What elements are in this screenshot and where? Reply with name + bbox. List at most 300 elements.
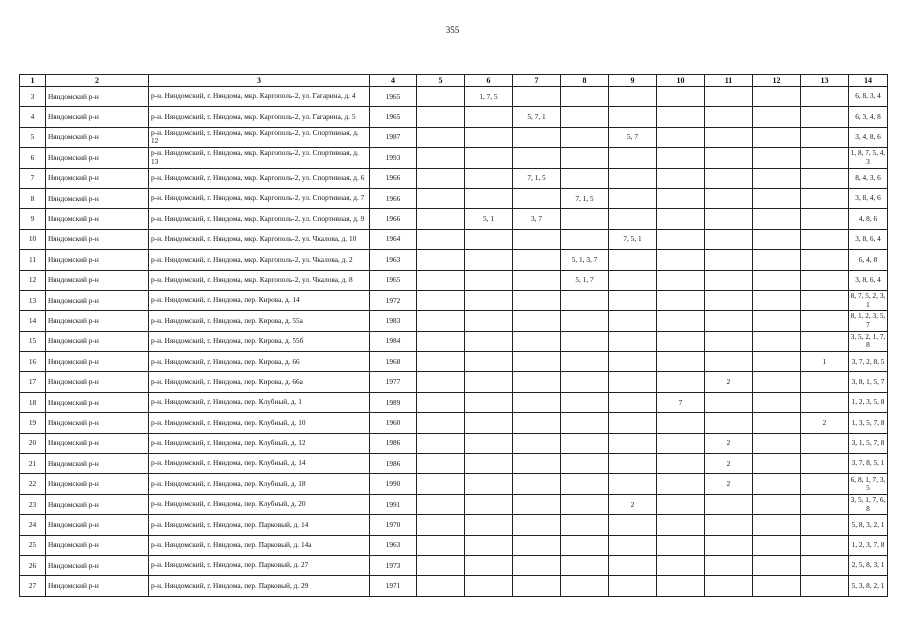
column-13-cell xyxy=(801,87,849,107)
address-cell: р-н. Няндомский, г. Няндома, пер. Кирова, д. 66а xyxy=(149,372,370,392)
column-13-cell xyxy=(801,270,849,290)
table-row xyxy=(20,474,888,494)
column-11-cell: 2 xyxy=(705,433,753,453)
column-12-cell xyxy=(753,352,801,372)
district-cell: Няндомский р-н xyxy=(46,127,149,147)
column-7-cell xyxy=(513,311,561,331)
column-8-cell xyxy=(561,576,609,596)
column-10-cell xyxy=(657,555,705,575)
column-14-cell: 1, 2, 3, 7, 8 xyxy=(849,535,888,555)
address-cell: р-н. Няндомский, г. Няндома, пер. Клубный, д. 10 xyxy=(149,413,370,433)
column-6-cell xyxy=(465,188,513,208)
column-header-1: 1 xyxy=(20,75,46,87)
column-8-cell: 7, 1, 5 xyxy=(561,188,609,208)
district-cell: Няндомский р-н xyxy=(46,229,149,249)
column-14-cell: 2, 5, 8, 3, 1 xyxy=(849,555,888,575)
column-5-cell xyxy=(417,311,465,331)
table-row xyxy=(20,494,888,514)
district-cell: Няндомский р-н xyxy=(46,555,149,575)
column-6-cell xyxy=(465,107,513,127)
column-9-cell xyxy=(609,270,657,290)
column-13-cell xyxy=(801,188,849,208)
column-7-cell xyxy=(513,127,561,147)
column-14-cell: 1, 2, 3, 5, 8 xyxy=(849,392,888,412)
column-8-cell xyxy=(561,352,609,372)
column-6-cell: 5, 1 xyxy=(465,209,513,229)
table-row xyxy=(20,229,888,249)
year-cell: 1984 xyxy=(370,331,417,351)
district-cell: Няндомский р-н xyxy=(46,168,149,188)
column-header-5: 5 xyxy=(417,75,465,87)
column-9-cell xyxy=(609,454,657,474)
year-cell: 1966 xyxy=(370,209,417,229)
column-7-cell xyxy=(513,576,561,596)
address-cell: р-н. Няндомский, г. Няндома, мкр. Каргополь-2, ул. Гагарина, д. 5 xyxy=(149,107,370,127)
column-11-cell xyxy=(705,250,753,270)
column-10-cell: 7 xyxy=(657,392,705,412)
column-5-cell xyxy=(417,209,465,229)
column-5-cell xyxy=(417,188,465,208)
column-6-cell xyxy=(465,229,513,249)
column-10-cell xyxy=(657,372,705,392)
column-10-cell xyxy=(657,168,705,188)
column-10-cell xyxy=(657,127,705,147)
year-cell: 1977 xyxy=(370,372,417,392)
column-9-cell xyxy=(609,413,657,433)
table-header xyxy=(20,75,888,87)
address-cell: р-н. Няндомский, г. Няндома, пер. Парковый, д. 27 xyxy=(149,555,370,575)
column-10-cell xyxy=(657,188,705,208)
year-cell: 1966 xyxy=(370,168,417,188)
column-8-cell xyxy=(561,433,609,453)
column-6-cell xyxy=(465,535,513,555)
column-11-cell xyxy=(705,576,753,596)
column-14-cell: 8, 1, 2, 3, 5, 7 xyxy=(849,311,888,331)
column-7-cell xyxy=(513,148,561,168)
column-14-cell: 6, 8, 1, 7, 3, 5 xyxy=(849,474,888,494)
row-number-cell: 5 xyxy=(20,127,46,147)
column-6-cell xyxy=(465,148,513,168)
column-9-cell xyxy=(609,148,657,168)
year-cell: 1983 xyxy=(370,311,417,331)
column-10-cell xyxy=(657,576,705,596)
district-cell: Няндомский р-н xyxy=(46,372,149,392)
column-5-cell xyxy=(417,127,465,147)
column-12-cell xyxy=(753,209,801,229)
column-header-11: 11 xyxy=(705,75,753,87)
column-7-cell xyxy=(513,87,561,107)
address-cell: р-н. Няндомский, г. Няндома, пер. Кирова, д. 66 xyxy=(149,352,370,372)
column-5-cell xyxy=(417,148,465,168)
column-8-cell xyxy=(561,515,609,535)
header-row xyxy=(20,75,888,87)
row-number-cell: 10 xyxy=(20,229,46,249)
row-number-cell: 8 xyxy=(20,188,46,208)
row-number-cell: 21 xyxy=(20,454,46,474)
column-11-cell xyxy=(705,127,753,147)
district-cell: Няндомский р-н xyxy=(46,188,149,208)
column-9-cell: 5, 7 xyxy=(609,127,657,147)
column-12-cell xyxy=(753,392,801,412)
column-header-13: 13 xyxy=(801,75,849,87)
column-13-cell xyxy=(801,290,849,310)
column-11-cell xyxy=(705,392,753,412)
column-5-cell xyxy=(417,555,465,575)
column-header-4: 4 xyxy=(370,75,417,87)
column-7-cell xyxy=(513,188,561,208)
column-6-cell xyxy=(465,454,513,474)
column-7-cell xyxy=(513,250,561,270)
column-6-cell xyxy=(465,352,513,372)
column-13-cell xyxy=(801,454,849,474)
row-number-cell: 6 xyxy=(20,148,46,168)
column-11-cell xyxy=(705,515,753,535)
table-row xyxy=(20,168,888,188)
table-row xyxy=(20,209,888,229)
column-5-cell xyxy=(417,474,465,494)
row-number-cell: 23 xyxy=(20,494,46,514)
column-5-cell xyxy=(417,413,465,433)
column-11-cell xyxy=(705,352,753,372)
column-6-cell xyxy=(465,474,513,494)
column-9-cell: 2 xyxy=(609,494,657,514)
column-12-cell xyxy=(753,494,801,514)
column-9-cell xyxy=(609,392,657,412)
year-cell: 1965 xyxy=(370,87,417,107)
row-number-cell: 7 xyxy=(20,168,46,188)
column-5-cell xyxy=(417,290,465,310)
row-number-cell: 18 xyxy=(20,392,46,412)
table-row xyxy=(20,576,888,596)
column-11-cell xyxy=(705,188,753,208)
column-12-cell xyxy=(753,127,801,147)
column-12-cell xyxy=(753,454,801,474)
row-number-cell: 17 xyxy=(20,372,46,392)
column-10-cell xyxy=(657,250,705,270)
table-row xyxy=(20,352,888,372)
column-6-cell xyxy=(465,413,513,433)
year-cell: 1966 xyxy=(370,188,417,208)
column-14-cell: 3, 8, 1, 5, 7 xyxy=(849,372,888,392)
column-12-cell xyxy=(753,555,801,575)
column-14-cell: 3, 5, 2, 1, 7, 8 xyxy=(849,331,888,351)
year-cell: 1960 xyxy=(370,413,417,433)
column-12-cell xyxy=(753,87,801,107)
column-6-cell xyxy=(465,250,513,270)
column-8-cell xyxy=(561,209,609,229)
column-5-cell xyxy=(417,87,465,107)
column-9-cell xyxy=(609,576,657,596)
column-9-cell xyxy=(609,209,657,229)
column-7-cell: 5, 7, 1 xyxy=(513,107,561,127)
year-cell: 1971 xyxy=(370,576,417,596)
column-6-cell: 1, 7, 5 xyxy=(465,87,513,107)
column-6-cell xyxy=(465,515,513,535)
column-header-2: 2 xyxy=(46,75,149,87)
address-cell: р-н. Няндомский, г. Няндома, пер. Клубный, д. 12 xyxy=(149,433,370,453)
table-body xyxy=(20,87,888,597)
column-14-cell: 1, 8, 7, 5, 4, 3 xyxy=(849,148,888,168)
column-13-cell xyxy=(801,209,849,229)
column-11-cell xyxy=(705,290,753,310)
column-13-cell xyxy=(801,392,849,412)
column-13-cell xyxy=(801,535,849,555)
row-number-cell: 26 xyxy=(20,555,46,575)
column-9-cell xyxy=(609,290,657,310)
column-14-cell: 6, 8, 3, 4 xyxy=(849,87,888,107)
column-5-cell xyxy=(417,250,465,270)
column-7-cell xyxy=(513,229,561,249)
year-cell: 1991 xyxy=(370,494,417,514)
column-7-cell xyxy=(513,270,561,290)
column-5-cell xyxy=(417,168,465,188)
column-8-cell xyxy=(561,331,609,351)
address-cell: р-н. Няндомский, г. Няндома, мкр. Каргополь-2, ул. Чкалова, д. 8 xyxy=(149,270,370,290)
column-14-cell: 6, 4, 8 xyxy=(849,250,888,270)
column-9-cell xyxy=(609,311,657,331)
table-row xyxy=(20,270,888,290)
column-10-cell xyxy=(657,535,705,555)
column-9-cell: 7, 5, 1 xyxy=(609,229,657,249)
column-7-cell xyxy=(513,555,561,575)
column-13-cell xyxy=(801,250,849,270)
table-row xyxy=(20,107,888,127)
column-13-cell xyxy=(801,494,849,514)
column-8-cell xyxy=(561,535,609,555)
address-cell: р-н. Няндомский, г. Няндома, мкр. Каргополь-2, ул. Спортивная, д. 7 xyxy=(149,188,370,208)
column-12-cell xyxy=(753,168,801,188)
table-row xyxy=(20,148,888,168)
column-11-cell xyxy=(705,209,753,229)
column-7-cell xyxy=(513,494,561,514)
column-8-cell xyxy=(561,107,609,127)
column-8-cell xyxy=(561,392,609,412)
column-5-cell xyxy=(417,229,465,249)
row-number-cell: 13 xyxy=(20,290,46,310)
column-12-cell xyxy=(753,413,801,433)
column-6-cell xyxy=(465,290,513,310)
column-9-cell xyxy=(609,107,657,127)
column-9-cell xyxy=(609,433,657,453)
address-cell: р-н. Няндомский, г. Няндома, мкр. Каргополь-2, ул. Спортивная, д. 12 xyxy=(149,127,370,147)
address-cell: р-н. Няндомский, г. Няндома, пер. Кирова, д. 55б xyxy=(149,331,370,351)
column-8-cell xyxy=(561,555,609,575)
district-cell: Няндомский р-н xyxy=(46,535,149,555)
column-8-cell xyxy=(561,454,609,474)
column-13-cell xyxy=(801,555,849,575)
row-number-cell: 25 xyxy=(20,535,46,555)
table-row xyxy=(20,311,888,331)
column-8-cell xyxy=(561,127,609,147)
column-7-cell xyxy=(513,535,561,555)
column-14-cell: 8, 7, 5, 2, 3, 1 xyxy=(849,290,888,310)
column-8-cell xyxy=(561,311,609,331)
column-6-cell xyxy=(465,372,513,392)
column-5-cell xyxy=(417,352,465,372)
year-cell: 1964 xyxy=(370,229,417,249)
column-13-cell xyxy=(801,148,849,168)
address-cell: р-н. Няндомский, г. Няндома, пер. Клубный, д. 18 xyxy=(149,474,370,494)
column-8-cell xyxy=(561,168,609,188)
column-13-cell xyxy=(801,107,849,127)
column-5-cell xyxy=(417,270,465,290)
column-header-10: 10 xyxy=(657,75,705,87)
address-cell: р-н. Няндомский, г. Няндома, мкр. Каргополь-2, ул. Спортивная, д. 13 xyxy=(149,148,370,168)
column-7-cell xyxy=(513,474,561,494)
row-number-cell: 11 xyxy=(20,250,46,270)
column-14-cell: 5, 3, 8, 2, 1 xyxy=(849,576,888,596)
column-10-cell xyxy=(657,352,705,372)
column-7-cell xyxy=(513,392,561,412)
column-7-cell xyxy=(513,433,561,453)
district-cell: Няндомский р-н xyxy=(46,494,149,514)
row-number-cell: 22 xyxy=(20,474,46,494)
column-14-cell: 3, 4, 8, 6 xyxy=(849,127,888,147)
column-8-cell xyxy=(561,372,609,392)
year-cell: 1970 xyxy=(370,515,417,535)
column-13-cell xyxy=(801,311,849,331)
column-5-cell xyxy=(417,107,465,127)
column-10-cell xyxy=(657,290,705,310)
district-cell: Няндомский р-н xyxy=(46,413,149,433)
column-8-cell xyxy=(561,229,609,249)
column-11-cell xyxy=(705,229,753,249)
column-9-cell xyxy=(609,474,657,494)
column-11-cell xyxy=(705,168,753,188)
column-14-cell: 1, 3, 5, 7, 8 xyxy=(849,413,888,433)
column-12-cell xyxy=(753,515,801,535)
column-13-cell xyxy=(801,474,849,494)
row-number-cell: 3 xyxy=(20,87,46,107)
column-14-cell: 3, 8, 6, 4 xyxy=(849,229,888,249)
column-7-cell xyxy=(513,454,561,474)
column-8-cell: 5, 1, 7 xyxy=(561,270,609,290)
column-7-cell xyxy=(513,372,561,392)
year-cell: 1993 xyxy=(370,148,417,168)
column-5-cell xyxy=(417,576,465,596)
column-7-cell xyxy=(513,413,561,433)
district-cell: Няндомский р-н xyxy=(46,148,149,168)
column-8-cell xyxy=(561,474,609,494)
column-10-cell xyxy=(657,229,705,249)
column-8-cell xyxy=(561,290,609,310)
column-9-cell xyxy=(609,515,657,535)
column-5-cell xyxy=(417,454,465,474)
column-9-cell xyxy=(609,250,657,270)
table-row xyxy=(20,433,888,453)
column-11-cell xyxy=(705,270,753,290)
column-11-cell xyxy=(705,413,753,433)
column-7-cell: 3, 7 xyxy=(513,209,561,229)
column-10-cell xyxy=(657,209,705,229)
district-cell: Няндомский р-н xyxy=(46,331,149,351)
district-cell: Няндомский р-н xyxy=(46,209,149,229)
address-cell: р-н. Няндомский, г. Няндома, мкр. Каргополь-2, ул. Спортивная, д. 9 xyxy=(149,209,370,229)
column-14-cell: 8, 4, 3, 6 xyxy=(849,168,888,188)
column-6-cell xyxy=(465,270,513,290)
column-10-cell xyxy=(657,311,705,331)
column-header-8: 8 xyxy=(561,75,609,87)
table-row xyxy=(20,454,888,474)
year-cell: 1963 xyxy=(370,250,417,270)
column-12-cell xyxy=(753,576,801,596)
table-row xyxy=(20,87,888,107)
column-header-3: 3 xyxy=(149,75,370,87)
district-cell: Няндомский р-н xyxy=(46,474,149,494)
column-10-cell xyxy=(657,515,705,535)
column-11-cell xyxy=(705,535,753,555)
column-14-cell: 6, 3, 4, 8 xyxy=(849,107,888,127)
row-number-cell: 4 xyxy=(20,107,46,127)
column-12-cell xyxy=(753,229,801,249)
row-number-cell: 15 xyxy=(20,331,46,351)
column-14-cell: 3, 5, 1, 7, 6, 8 xyxy=(849,494,888,514)
column-7-cell xyxy=(513,290,561,310)
column-12-cell xyxy=(753,250,801,270)
column-10-cell xyxy=(657,494,705,514)
column-10-cell xyxy=(657,107,705,127)
address-cell: р-н. Няндомский, г. Няндома, пер. Клубный, д. 1 xyxy=(149,392,370,412)
column-13-cell xyxy=(801,331,849,351)
column-13-cell xyxy=(801,168,849,188)
column-12-cell xyxy=(753,270,801,290)
address-cell: р-н. Няндомский, г. Няндома, пер. Парковый, д. 29 xyxy=(149,576,370,596)
column-12-cell xyxy=(753,433,801,453)
district-cell: Няндомский р-н xyxy=(46,392,149,412)
table-row xyxy=(20,127,888,147)
table-row xyxy=(20,413,888,433)
district-cell: Няндомский р-н xyxy=(46,270,149,290)
year-cell: 1986 xyxy=(370,454,417,474)
column-12-cell xyxy=(753,474,801,494)
district-cell: Няндомский р-н xyxy=(46,311,149,331)
column-11-cell xyxy=(705,87,753,107)
column-13-cell: 2 xyxy=(801,413,849,433)
column-10-cell xyxy=(657,270,705,290)
year-cell: 1965 xyxy=(370,270,417,290)
column-12-cell xyxy=(753,331,801,351)
column-5-cell xyxy=(417,433,465,453)
district-cell: Няндомский р-н xyxy=(46,107,149,127)
column-11-cell xyxy=(705,311,753,331)
column-12-cell xyxy=(753,372,801,392)
column-11-cell: 2 xyxy=(705,454,753,474)
column-5-cell xyxy=(417,515,465,535)
column-7-cell: 7, 1, 5 xyxy=(513,168,561,188)
column-12-cell xyxy=(753,290,801,310)
column-14-cell: 3, 8, 6, 4 xyxy=(849,270,888,290)
table-row xyxy=(20,250,888,270)
district-cell: Няндомский р-н xyxy=(46,250,149,270)
column-14-cell: 3, 7, 2, 8, 5 xyxy=(849,352,888,372)
address-cell: р-н. Няндомский, г. Няндома, пер. Парковый, д. 14 xyxy=(149,515,370,535)
column-header-9: 9 xyxy=(609,75,657,87)
column-10-cell xyxy=(657,433,705,453)
table-row xyxy=(20,188,888,208)
column-6-cell xyxy=(465,168,513,188)
column-14-cell: 5, 8, 3, 2, 1 xyxy=(849,515,888,535)
column-11-cell: 2 xyxy=(705,474,753,494)
column-14-cell: 3, 1, 5, 7, 8 xyxy=(849,433,888,453)
column-13-cell xyxy=(801,229,849,249)
column-10-cell xyxy=(657,87,705,107)
table-row xyxy=(20,515,888,535)
column-12-cell xyxy=(753,535,801,555)
column-9-cell xyxy=(609,87,657,107)
row-number-cell: 27 xyxy=(20,576,46,596)
year-cell: 1986 xyxy=(370,433,417,453)
column-13-cell: 1 xyxy=(801,352,849,372)
